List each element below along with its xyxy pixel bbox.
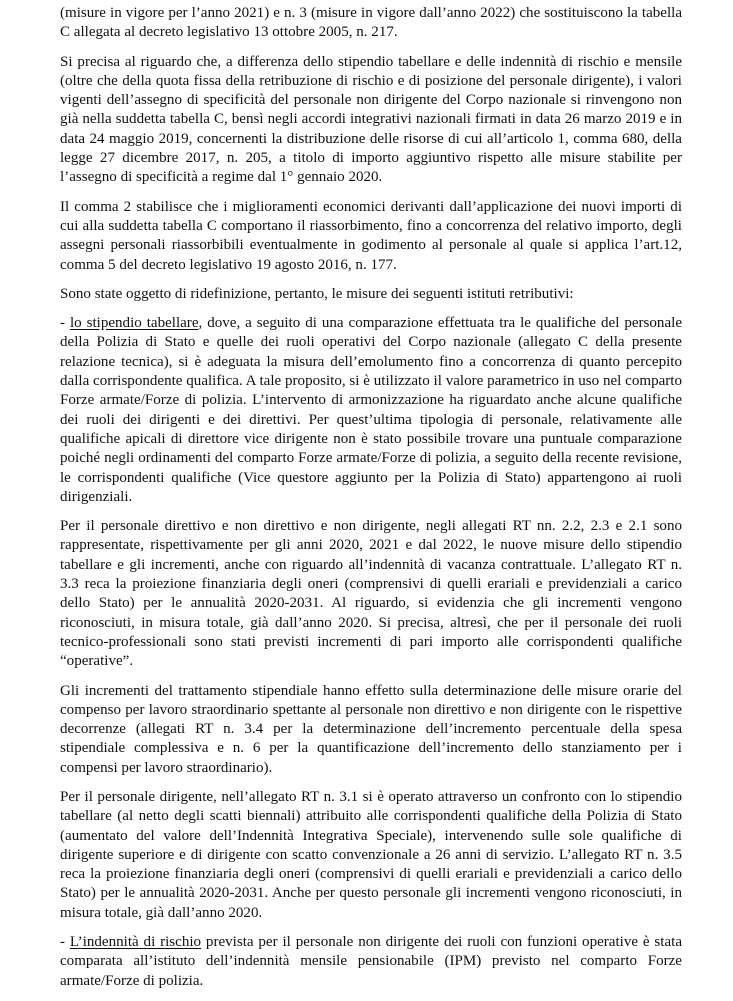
- bullet-term: lo stipendio tabellare: [69, 315, 199, 332]
- paragraph-1: (misure in vigore per l’anno 2021) e n. 3 (misure in vigore dall’anno 2022) che sostituiscono la tabella C allegata al decreto legislativo 13 ottobre 2005, n. 217.: [60, 5, 682, 41]
- bullet-dash: -: [60, 315, 70, 332]
- paragraph-2: Si precisa al riguardo che, a differenza dello stipendio tabellare e delle indennità di rischio e mensile (oltre che della quota fissa della retribuzione di rischio e di posizione del personale dirigente), i valori vigenti dell’assegno di specificità del personale non dirigente del Corpo nazionale si rinvengono non già nella suddetta tabella C, bensì negli accordi integrativi nazionali firmati in data 26 marzo 2019 e in data 24 maggio 2019, concernenti la distribuzione delle risorse di cui all’articolo 1, comma 680, della legge 27 dicembre 2017, n. 205, a titolo di importo aggiuntivo rispetto alle misure stabilite per l’assegno di specificità a regime dal 1° gennaio 2020.: [60, 53, 682, 186]
- bullet-body: prevista per il personale non dirigente dei ruoli con funzioni operative è stata comparata all’istituto dell’indennità mensile pensionabile (IPM) previsto nel comparto Forze armate/Forze di polizia.: [60, 934, 682, 989]
- bullet-term: L’indennità di rischio: [69, 934, 202, 951]
- bullet-stipendio-tabellare: [60, 314, 682, 507]
- paragraph-7: Gli incrementi del trattamento stipendiale hanno effetto sulla determinazione delle misure orarie del compenso per lavoro straordinario spettante al personale non direttivo e non dirigente con le rispettive decorrenze (allegati RT n. 3.4 per la determinazione dell’incremento percentuale della spesa stipendiale complessiva e n. 6 per la quantificazione dell’incremento dello stanziamento per i compensi per lavoro straordinario).: [60, 682, 682, 776]
- bullet-body: , dove, a seguito di una comparazione effettuata tra le qualifiche del personale della Polizia di Stato e quelle dei ruoli operativi del Corpo nazionale (allegato C della presente relazione tecnica), si è adeguata la misura dell’emolumento fino a concorrenza di quanto percepito dalla corrispondente qualifica. A tale proposito, si è utilizzato il valore parametrico in uso nel comparto Forze armate/Forze di polizia. L’intervento di armonizzazione ha riguardato anche alcune qualifiche dei ruoli dei dirigenti e dei direttivi. Per quest’ultima tipologia di personale, relativamente alle qualifiche apicali di direttore vice dirigente non è stato possibile trovare una puntuale comparazione poiché negli ordinamenti del comparto Forze armate/Forze di polizia, a seguito della recente revisione, le corrispondenti qualifiche (Vice questore aggiunto per la Polizia di Stato) appartengono ai ruoli dirigenziali.: [60, 315, 682, 505]
- document-page: [60, 4, 682, 1001]
- paragraph-3: Il comma 2 stabilisce che i miglioramenti economici derivanti dall’applicazione dei nuovi importi di cui alla suddetta tabella C comportano il riassorbimento, fino a concorrenza del relativo importo, degli assegni personali riassorbibili eventualmente in godimento al personale al quale si applica l’art.12, comma 5 del decreto legislativo 19 agosto 2016, n. 177.: [60, 198, 682, 273]
- bullet-indennita-rischio: [60, 933, 682, 991]
- bullet-dash: -: [60, 934, 70, 951]
- paragraph-4: Sono state oggetto di ridefinizione, pertanto, le misure dei seguenti istituti retributivi:: [60, 285, 574, 302]
- paragraph-8: Per il personale dirigente, nell’allegato RT n. 3.1 si è operato attraverso un confronto con lo stipendio tabellare (al netto degli scatti biennali) attribuito alle corrispondenti qualifiche della Polizia di Stato (aumentato del valore dell’Indennità Integrativa Speciale), intervenendo sulle sole qualifiche di dirigente superiore e di dirigente con scatto convenzionale a 26 anni di servizio. L’allegato RT n. 3.5 reca la proiezione finanziaria degli oneri (comprensivi di quelli erariali e previdenziali a carico dello Stato) per le annualità 2020-2031. Anche per questo personale gli incrementi vengono riconosciuti, in misura totale, già dall’anno 2020.: [60, 788, 682, 921]
- paragraph-6: Per il personale direttivo e non direttivo e non dirigente, negli allegati RT nn. 2.2, 2.3 e 2.1 sono rappresentate, rispettivamente per gli anni 2020, 2021 e dal 2022, le nuove misure dello stipendio tabellare e gli incrementi, anche con riguardo all’indennità di vacanza contrattuale. L’allegato RT n. 3.3 reca la proiezione finanziaria degli oneri (comprensivi di quelli erariali e previdenziali a carico dello Stato) per le annualità 2020-2031. Al riguardo, si evidenzia che gli incrementi vengono riconosciuti, in misura totale, già dall’anno 2020. Si precisa, altresì, che per il personale dei ruoli tecnico-professionali sono stati previsti incrementi di pari importo alle corrispondenti qualifiche “operative”.: [60, 518, 682, 670]
